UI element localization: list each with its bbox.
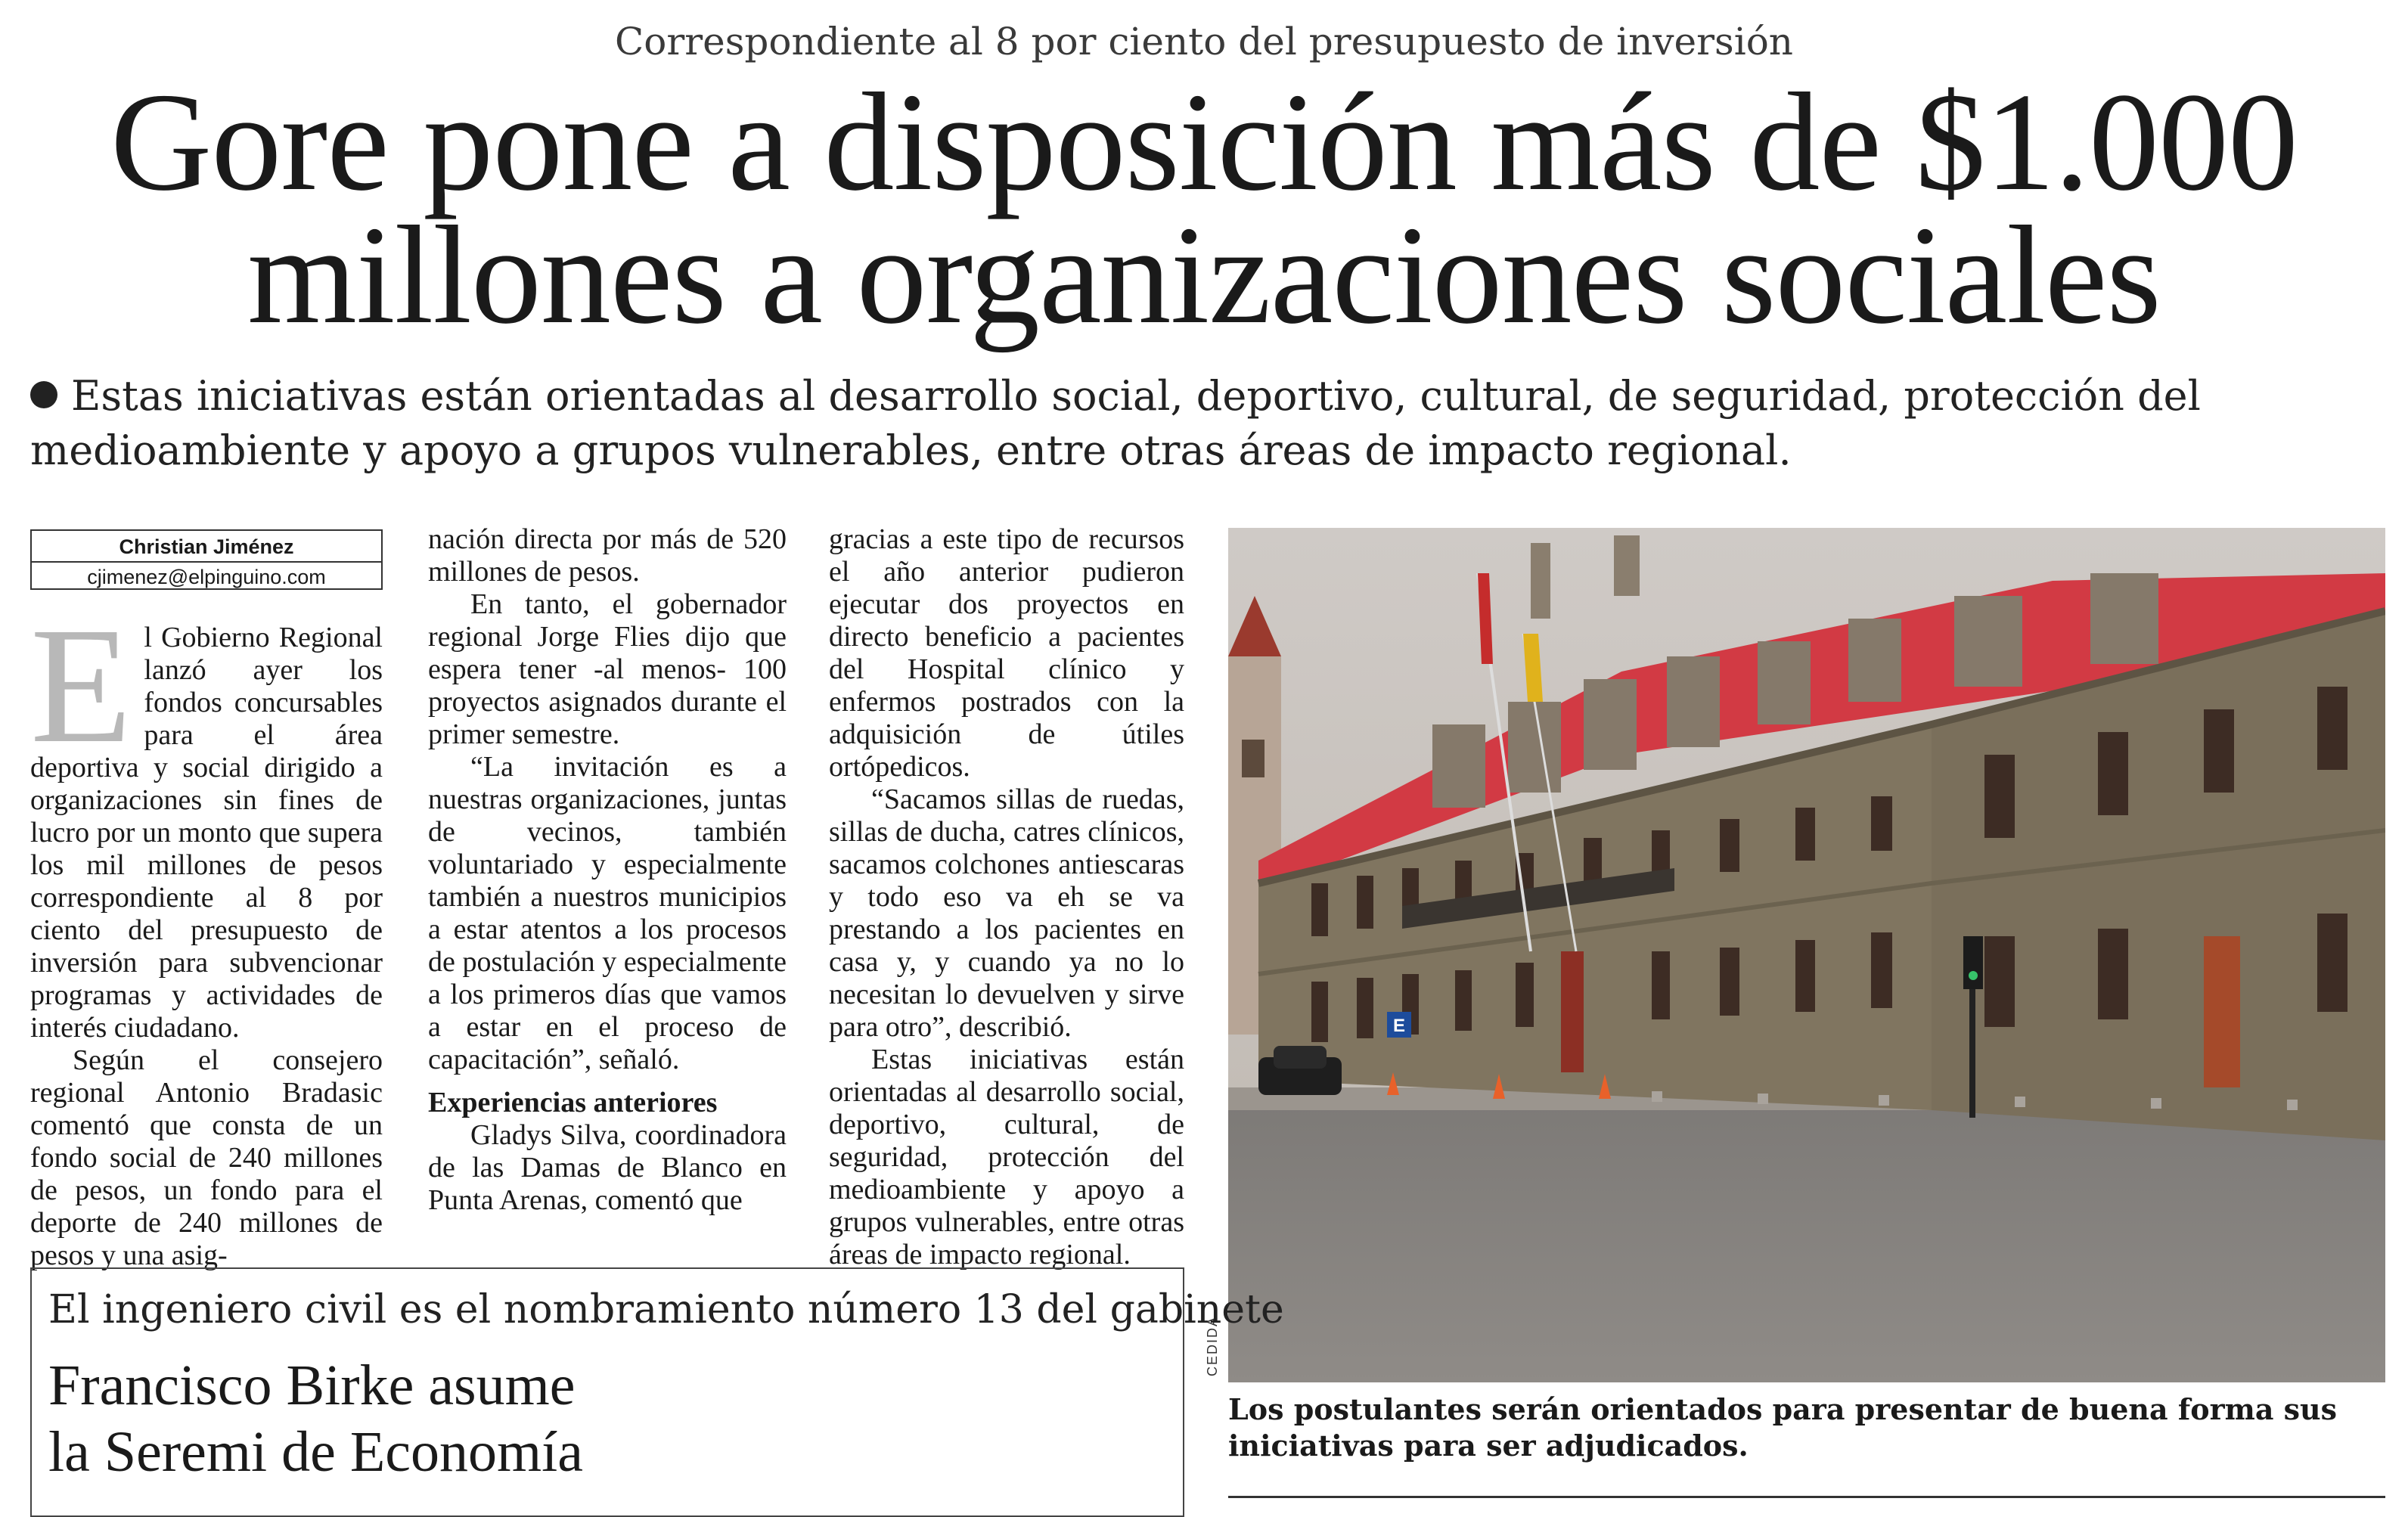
paragraph: Gladys Silva, coordinadora de las Damas de Blanco en Punta Arenas, comentó que (428, 1119, 787, 1216)
related-headline-line-2: la Seremi de Economía (48, 1420, 583, 1484)
headline-line-2: millones a organizaciones sociales (247, 197, 2161, 353)
paragraph: En tanto, el gobernador regional Jorge Flies dijo que espera tener -al menos- 100 proyectos asignados durante el primer semestre. (428, 588, 787, 750)
subhead: Experiencias anteriores (428, 1087, 718, 1118)
article-column-1 (30, 593, 383, 1272)
article-column-3 (829, 523, 1184, 1271)
paragraph: gracias a este tipo de recursos el año anterior pudieron ejecutar dos proyectos en directo beneficio a pacientes del Hospital clínico y enfermos postrados con la adquisición de útiles ortópedicos. (829, 523, 1184, 783)
article-lead (30, 369, 2382, 478)
article-kicker: Correspondiente al 8 por ciento del presupuesto de inversión (614, 20, 1794, 64)
building-illustration (1228, 528, 2385, 1382)
headline-line-1: Gore pone a disposición más de $1.000 (110, 64, 2298, 220)
related-headline (48, 1352, 1107, 1485)
article-headline (30, 64, 2378, 353)
lead-text: Estas iniciativas están orientadas al desarrollo social, deportivo, cultural, de seguridad, protección del medioambiente y apoyo a grupos vulnerables, entre otras áreas de impacto regional. (30, 372, 2201, 474)
byline-box (30, 529, 383, 590)
related-kicker: El ingeniero civil es el nombramiento número 13 del gabinete (48, 1287, 1284, 1332)
bullet-icon (30, 381, 57, 408)
article-column-2 (428, 523, 787, 1217)
caption-divider (1228, 1496, 2385, 1498)
paragraph: “La invitación es a nuestras organizaciones, juntas de vecinos, también voluntariado y especialmente también a nuestros municipios a estar atentos a los procesos de postulación y especialmente a los primeros días que vamos a estar en el proceso de capacitación”, señaló. (428, 751, 787, 1075)
paragraph: nación directa por más de 520 millones de pesos. (428, 523, 787, 588)
paragraph: Estas iniciativas están orientadas al desarrollo social, deportivo, cultural, de seguridad, protección del medioambiente y apoyo a grupos vulnerables, entre otras áreas de impacto regional. (829, 1044, 1184, 1270)
paragraph: “Sacamos sillas de ruedas, sillas de ducha, catres clínicos, sacamos colchones antiescaras y todo eso va eh se va prestando a los pacientes en casa y, y cuando ya no lo necesitan lo devuelven y sirve para otro”, describió. (829, 783, 1184, 1043)
photo-credit: CEDIDA (1205, 1315, 1220, 1376)
author-email: cjimenez@elpinguino.com (87, 566, 326, 588)
drop-cap: E (30, 593, 132, 777)
paragraph: El Gobierno Regional lanzó ayer los fondos concursables para el área deportiva y social dirigido a organizaciones sin fines de lucro por un monto que supera los mil millones de pesos correspondiente al 8 por ciento del presupuesto de inversión para subvencionar programas y actividades de interés ciudadano. (30, 593, 383, 1044)
author-name: Christian Jiménez (32, 531, 381, 563)
paragraph: Según el consejero regional Antonio Bradasic comentó que consta de un fondo social de 240 millones de pesos, un fondo para el deporte de 240 millones de pesos y una asig- (30, 1044, 383, 1271)
related-headline-line-1: Francisco Birke asume (48, 1354, 576, 1417)
photo-caption: Los postulantes serán orientados para presentar de buena forma sus iniciativas para ser adjudicados. (1228, 1392, 2338, 1463)
building-photo (1228, 528, 2385, 1382)
street-sign-letter: E (1392, 1016, 1406, 1036)
